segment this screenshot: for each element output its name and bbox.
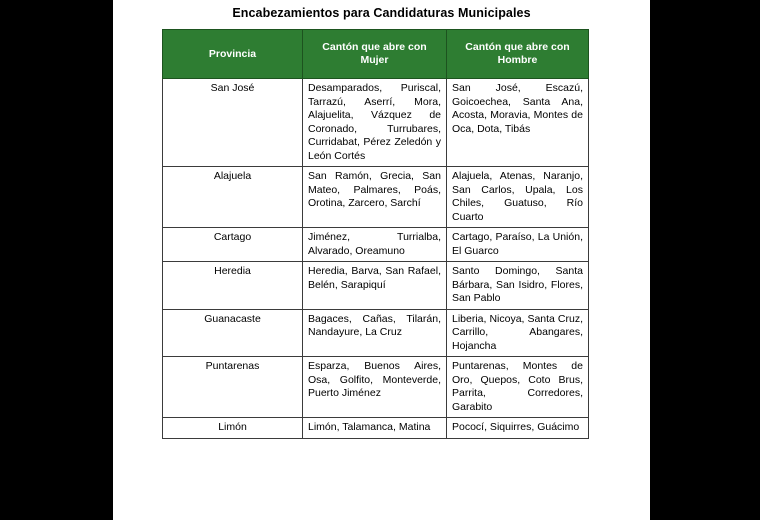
cell-canton-mujer: [303, 79, 447, 167]
letterbox-bar-right: [650, 0, 760, 520]
cell-canton-hombre: [447, 357, 589, 418]
cell-canton-hombre: [447, 262, 589, 310]
cell-canton-mujer: [303, 228, 447, 262]
cell-provincia: Limón: [163, 418, 303, 439]
canton-hombre-text: Alajuela, Atenas, Naranjo, San Carlos, Upala, Los Chiles, Guatuso, Río Cuarto: [452, 170, 583, 223]
candidaturas-table: [162, 29, 589, 439]
canton-mujer-text: Bagaces, Cañas, Tilarán, Nandayure, La Cruz: [308, 312, 441, 338]
canton-mujer-text: Esparza, Buenos Aires, Osa, Golfito, Monteverde, Puerto Jiménez: [308, 360, 441, 399]
cell-canton-hombre: [447, 309, 589, 357]
canton-mujer-text: Heredia, Barva, San Rafael, Belén, Sarapiquí: [308, 265, 441, 291]
canton-hombre-text: Pococí, Siquirres, Guácimo: [452, 421, 580, 433]
table-row: [163, 79, 589, 167]
cell-provincia: Cartago: [163, 228, 303, 262]
column-header-provincia: Provincia: [163, 30, 303, 79]
page-title: Encabezamientos para Candidaturas Municipales: [232, 6, 531, 20]
table-row: [163, 167, 589, 228]
table-row: [163, 357, 589, 418]
table-container: [162, 29, 588, 439]
cell-provincia: Guanacaste: [163, 309, 303, 357]
cell-canton-mujer: [303, 357, 447, 418]
canton-hombre-text: San José, Escazú, Goicoechea, Santa Ana, Acosta, Moravia, Montes de Oca, Dota, Tibás: [452, 82, 583, 135]
canton-hombre-text: Puntarenas, Montes de Oro, Quepos, Coto Brus, Parrita, Corredores, Garabito: [452, 360, 583, 413]
letterbox-bar-left: [0, 0, 113, 520]
column-header-mujer: Cantón que abre con Mujer: [303, 30, 447, 79]
cell-provincia: San José: [163, 79, 303, 167]
canton-mujer-text: Limón, Talamanca, Matina: [308, 421, 431, 433]
cell-canton-mujer: [303, 309, 447, 357]
table-body: [163, 79, 589, 439]
column-header-hombre: Cantón que abre con Hombre: [447, 30, 589, 79]
cell-canton-hombre: [447, 167, 589, 228]
cell-canton-mujer: [303, 262, 447, 310]
table-row: [163, 228, 589, 262]
cell-canton-mujer: [303, 167, 447, 228]
canton-hombre-text: Santo Domingo, Santa Bárbara, San Isidro, Flores, San Pablo: [452, 265, 583, 304]
cell-canton-hombre: [447, 418, 589, 439]
canton-mujer-text: Desamparados, Puriscal, Tarrazú, Aserrí, Mora, Alajuelita, Vázquez de Coronado, Turrubares, Curridabat, Pérez Zeledón y León Cortés: [308, 82, 441, 162]
table-row: [163, 309, 589, 357]
cell-canton-hombre: [447, 228, 589, 262]
cell-provincia: Alajuela: [163, 167, 303, 228]
table-header-row: [163, 30, 589, 79]
cell-canton-hombre: [447, 79, 589, 167]
canton-hombre-text: Liberia, Nicoya, Santa Cruz, Carrillo, Abangares, Hojancha: [452, 312, 583, 352]
canton-mujer-text: Jiménez, Turrialba, Alvarado, Oreamuno: [308, 231, 441, 257]
table-row: [163, 418, 589, 439]
cell-provincia: Puntarenas: [163, 357, 303, 418]
table-header: [163, 30, 589, 79]
canton-mujer-text: San Ramón, Grecia, San Mateo, Palmares, Poás, Orotina, Zarcero, Sarchí: [308, 170, 441, 209]
cell-provincia: Heredia: [163, 262, 303, 310]
slide-canvas: [113, 0, 650, 520]
canton-hombre-text: Cartago, Paraíso, La Unión, El Guarco: [452, 231, 583, 257]
cell-canton-mujer: [303, 418, 447, 439]
table-row: [163, 262, 589, 310]
